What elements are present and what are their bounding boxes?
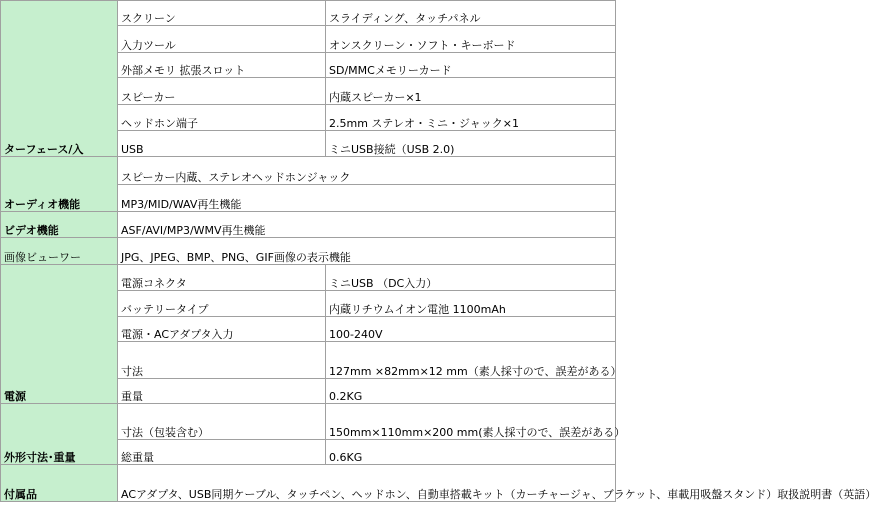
category-label: 電源 <box>4 390 26 403</box>
spec-value: オンスクリーン・ソフト・キーボード <box>326 26 616 53</box>
spec-value: SD/MMCメモリーカード <box>326 53 616 78</box>
table-row <box>1 404 616 440</box>
spec-value: スライディング、タッチパネル <box>326 1 616 26</box>
spec-label: 外部メモリ 拡張スロット <box>118 53 326 78</box>
spec-text: ACアダプタ、USB同期ケーブル、タッチペン、ヘッドホン、自動車搭載キット（カーチャージャ、ブラケット、車載用吸盤スタンド）取扱説明書（英語） <box>118 465 616 502</box>
spec-value: 127mm ×82mm×12 mm（素人採寸ので、誤差がある） <box>326 342 616 379</box>
spec-label: バッテリータイプ <box>118 291 326 317</box>
spec-value: 0.6KG <box>326 440 616 465</box>
category-cell-audio <box>1 157 118 212</box>
table-row <box>1 157 616 185</box>
spec-label: 電源・ACアダプタ入力 <box>118 317 326 342</box>
spec-label: スクリーン <box>118 1 326 26</box>
spec-label: 入力ツール <box>118 26 326 53</box>
spec-value: 内蔵リチウムイオン電池 1100mAh <box>326 291 616 317</box>
spec-value: 150mm×110mm×200 mm(素人採寸ので、誤差がある） <box>326 404 616 440</box>
spec-text: ASF/AVI/MP3/WMV再生機能 <box>118 212 616 238</box>
spec-label: 電源コネクタ <box>118 265 326 291</box>
category-cell-power <box>1 265 118 404</box>
table-row <box>1 238 616 265</box>
category-cell-image-viewer <box>1 238 118 265</box>
spec-label: 重量 <box>118 379 326 404</box>
spec-label: 寸法 <box>118 342 326 379</box>
category-cell-package <box>1 404 118 465</box>
spec-value: ミニUSB （DC入力） <box>326 265 616 291</box>
category-label: ビデオ機能 <box>4 224 59 237</box>
table-row <box>1 465 616 502</box>
spec-label: スピーカー <box>118 78 326 105</box>
spec-value: 0.2KG <box>326 379 616 404</box>
table-row <box>1 1 616 26</box>
category-label: オーディオ機能 <box>4 198 81 211</box>
spec-text: JPG、JPEG、BMP、PNG、GIF画像の表示機能 <box>118 238 616 265</box>
category-label: 外形寸法･重量 <box>4 451 76 464</box>
category-label: 付属品 <box>4 488 37 501</box>
category-label: ターフェース/入 <box>4 143 84 156</box>
category-cell-interface <box>1 1 118 157</box>
spec-text: スピーカー内蔵、ステレオヘッドホンジャック <box>118 157 616 185</box>
spec-value: 2.5mm ステレオ・ミニ・ジャック×1 <box>326 105 616 131</box>
category-label: 画像ビューワー <box>4 251 81 264</box>
spec-label: USB <box>118 131 326 157</box>
table-row <box>1 212 616 238</box>
spec-label: 寸法（包装含む） <box>118 404 326 440</box>
table-row <box>1 265 616 291</box>
spec-value: 100-240V <box>326 317 616 342</box>
spec-text: MP3/MID/WAV再生機能 <box>118 185 616 212</box>
category-cell-accessories <box>1 465 118 502</box>
spec-label: 総重量 <box>118 440 326 465</box>
category-cell-video <box>1 212 118 238</box>
spec-value: 内蔵スピーカー×1 <box>326 78 616 105</box>
spec-value: ミニUSB接続（USB 2.0) <box>326 131 616 157</box>
spec-label: ヘッドホン端子 <box>118 105 326 131</box>
